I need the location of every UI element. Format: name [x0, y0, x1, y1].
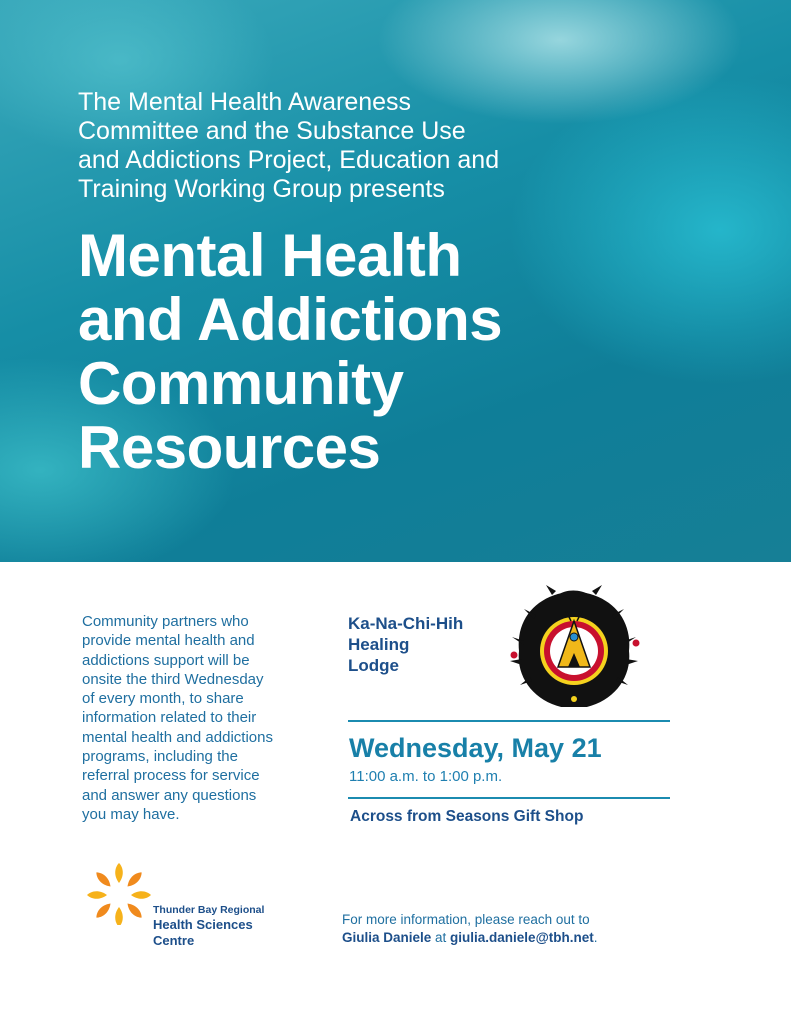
presenter-intro: [78, 88, 658, 204]
organization-line: Health Sciences: [153, 917, 253, 932]
description-line: of every month, to share: [82, 690, 244, 708]
divider-bottom: [348, 797, 670, 799]
organization-line: Thunder Bay Regional: [153, 904, 265, 916]
contact-name: Giulia Daniele: [342, 930, 432, 945]
contact-intro: For more information, please reach out to: [342, 912, 590, 927]
description-line: programs, including the: [82, 748, 238, 766]
description-line: and answer any questions: [82, 786, 257, 804]
intro-line: The Mental Health Awareness: [78, 88, 412, 116]
organization-name: [153, 904, 264, 949]
description-line: you may have.: [82, 805, 180, 823]
organization-line: Centre: [153, 933, 195, 948]
page-title: [78, 224, 698, 480]
intro-line: Training Working Group presents: [78, 175, 445, 203]
contact-email[interactable]: giulia.daniele@tbh.net: [450, 930, 594, 945]
event-location: Across from Seasons Gift Shop: [350, 808, 584, 825]
title-line: Mental Health: [78, 222, 462, 289]
sun-logo-icon: [86, 859, 152, 925]
description-line: Community partners who: [82, 613, 249, 630]
contact-info: [342, 911, 662, 947]
event-time: 11:00 a.m. to 1:00 p.m.: [349, 768, 503, 785]
description-line: information related to their: [82, 709, 257, 727]
intro-line: Committee and the Substance Use: [78, 117, 466, 145]
description-line: provide mental health and: [82, 632, 255, 650]
intro-line: and Addictions Project, Education and: [78, 146, 500, 174]
title-line: and Addictions: [78, 286, 503, 353]
contact-end: .: [593, 930, 598, 945]
contact-details: [342, 929, 662, 947]
event-description: [82, 612, 322, 824]
partner-name-line: Lodge: [348, 656, 399, 675]
description-line: mental health and addictions: [82, 728, 273, 746]
contact-connector: at: [431, 930, 451, 945]
partner-name-line: Ka-Na-Chi-Hih: [348, 614, 464, 633]
description-line: addictions support will be: [82, 651, 250, 669]
description-line: referral process for service: [82, 767, 260, 785]
title-line: Community: [78, 350, 404, 417]
divider-top: [348, 720, 670, 722]
event-date: Wednesday, May 21: [349, 733, 602, 763]
title-line: Resources: [78, 414, 381, 481]
partner-name-line: Healing: [348, 635, 410, 654]
description-line: onsite the third Wednesday: [82, 670, 264, 688]
partner-name: [348, 613, 498, 676]
healing-lodge-emblem-icon: [500, 585, 648, 707]
